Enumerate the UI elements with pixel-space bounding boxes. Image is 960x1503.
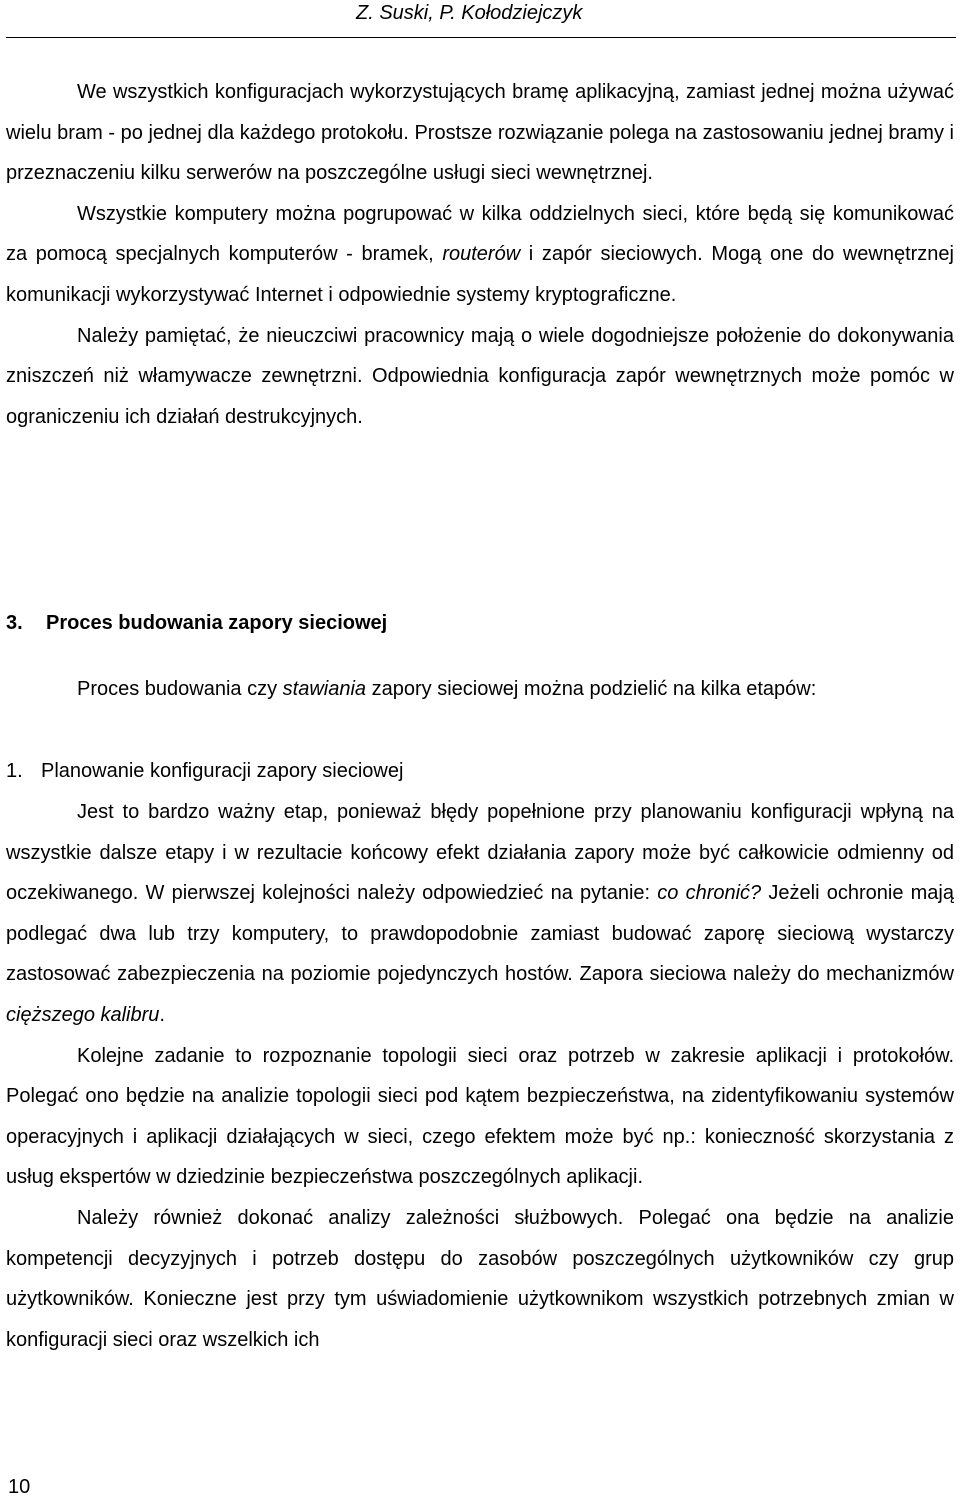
list-item-label: Planowanie konfiguracji zapory sieciowej: [41, 760, 404, 782]
list-item-number: 1.: [6, 760, 23, 782]
emphasis-stawiania: stawiania: [282, 678, 367, 700]
paragraph-gateways: We wszystkich konfiguracjach wykorzystujących bramę aplikacyjną, zamiast jednej można używać wielu bram - po jednej dla każdego protokołu. Prostsze rozwiązanie polega na zastosowaniu jednej bramy i przeznaczeniu kilku serwerów na poszczególne usługi sieci wewnętrznej.: [6, 81, 954, 185]
paragraph-text: Jest to bardzo ważny etap, ponieważ błędy popełnione przy planowaniu konfiguracji wpłyną na wszystkie dalsze etapy i w rezultacie końcowy efekt działania zapory może być całkowicie odmienny od oczekiwanego. W pierwszej kolejności należy odpowiedzieć na pytanie:: [6, 801, 954, 905]
paragraph-planning: [6, 792, 954, 1036]
section-intro-text: zapory sieciowej można podzielić na kilka etapów:: [366, 678, 817, 700]
list-item-title: [6, 755, 403, 787]
section-number: 3.: [6, 612, 23, 634]
intro-section: [6, 72, 954, 437]
section-intro: [77, 673, 816, 705]
paragraph-text: Wszystkie komputery można pogrupować w kilka oddzielnych sieci, które będą się komunikować za pomocą specjalnych komputerów - bramek,: [6, 202, 954, 266]
step-planning-body: [6, 792, 954, 1360]
emphasis-routers: routerów: [442, 243, 521, 266]
paragraph-dependencies: Należy również dokonać analizy zależności służbowych. Polegać ona będzie na analizie kompetencji decyzyjnych i potrzeb dostępu do zasobów poszczególnych użytkowników czy grup użytkowników. Konieczne jest przy tym uświadomienie użytkownikom wszystkich potrzebnych zmian w konfiguracji sieci oraz wszelkich ich: [6, 1206, 954, 1351]
header-rule: [6, 37, 956, 38]
page-header: [0, 0, 960, 30]
emphasis-co-chronic: co chronić?: [657, 882, 762, 905]
paragraph-text: i zapór sieciowych. Mogą one do wewnętrznej komunikacji wykorzystywać Internet i odpowiednie systemy kryptograficzne.: [6, 243, 954, 306]
section-title: Proces budowania zapory sieciowej: [46, 612, 388, 634]
emphasis-ciezszego-kalibru: cięższego kalibru: [6, 1003, 160, 1026]
paragraph-text: Jeżeli ochronie mają podlegać dwa lub trzy komputery, to prawdopodobnie zamiast budować zaporę sieciową wystarczy zastosować zabezpieczenia na poziomie pojedynczych hostów. Zapora sieciowa należy do mechanizmów: [6, 882, 954, 986]
paragraph-topology: Kolejne zadanie to rozpoznanie topologii sieci oraz potrzeb w zakresie aplikacji i protokołów. Polegać ono będzie na analizie topologii sieci pod kątem bezpieczeństwa, na zidentyfikowaniu systemów operacyjnych i aplikacji działających w sieci, czego efektem może być np.: konieczność skorzystania z usług ekspertów w dziedzinie bezpieczeństwa poszczególnych aplikacji.: [6, 1044, 954, 1189]
paragraph-network-grouping: [6, 194, 954, 316]
paragraph-internal-threats: Należy pamiętać, że nieuczciwi pracownicy mają o wiele dogodniejsze położenie do dokonywania zniszczeń niż włamywacze zewnętrzni. Odpowiednia konfiguracja zapór wewnętrznych może pomóc w ograniczeniu ich działań destrukcyjnych.: [6, 324, 954, 428]
page-number: 10: [8, 1476, 31, 1498]
paragraph-text: .: [159, 1003, 165, 1026]
running-title: Z. Suski, P. Kołodziejczyk: [356, 2, 583, 24]
section-intro-text: Proces budowania czy: [77, 678, 283, 700]
section-heading: [6, 607, 387, 639]
